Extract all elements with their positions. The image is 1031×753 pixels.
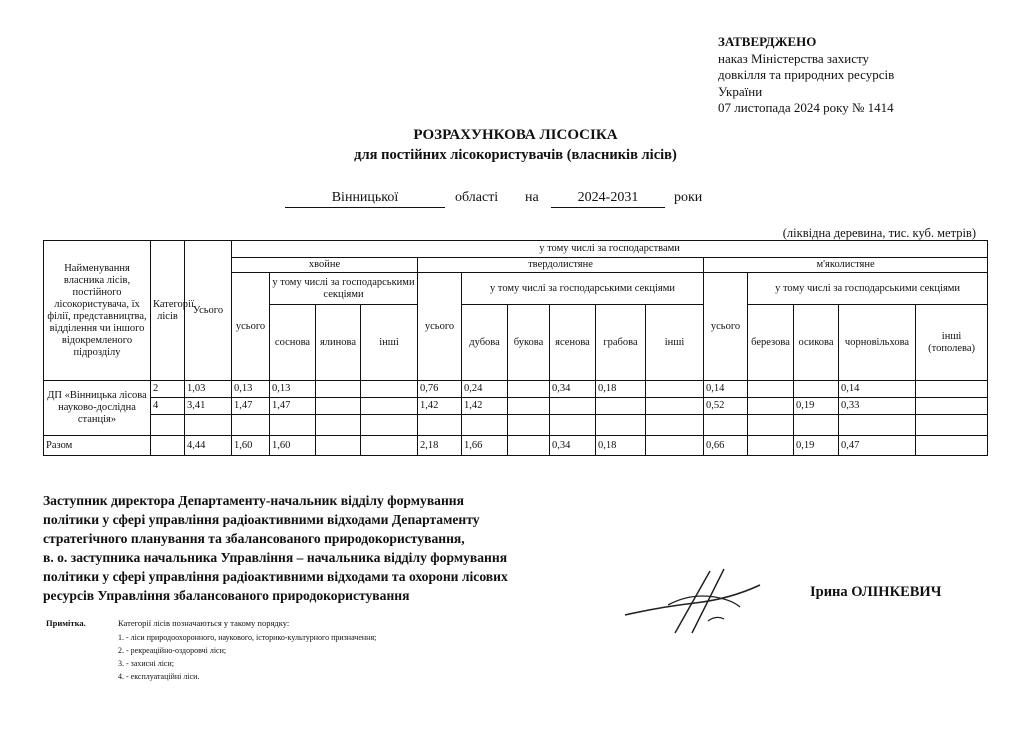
cell-total: 4,44 (185, 436, 232, 456)
header-pine: соснова (270, 305, 316, 381)
oblast-word: області (455, 190, 499, 205)
position-line: політики у сфері управління радіоактивними відходами Департаменту (43, 512, 480, 527)
table-row (44, 398, 988, 415)
header-owner: Найменування власника лісів, постійного лісокористувача, їх філії, представництва, відділення чи іншого відокремленого підрозділу (44, 241, 151, 381)
cell-black-alder: 0,14 (839, 381, 916, 398)
cell-ash (550, 398, 596, 415)
cell-pine: 1,60 (270, 436, 316, 456)
signer-name: Ірина ОЛІНКЕВИЧ (810, 584, 942, 600)
cell-hardwood-other (646, 381, 704, 398)
cell-beech (508, 436, 550, 456)
cell-hornbeam (596, 398, 646, 415)
position-line: стратегічного планування та збалансованого природокористування, (43, 531, 465, 546)
approval-block (718, 34, 894, 117)
header-ash: ясенова (550, 305, 596, 381)
header-hardwood-other: інші (646, 305, 704, 381)
header-hardwood-sections: у тому числі за господарськими секціями (462, 273, 704, 305)
cell-black-alder: 0,47 (839, 436, 916, 456)
document-subtitle: для постійних лісокористувачів (власників лісів) (354, 147, 677, 163)
header-coniferous-sections: у тому числі за господарськими секціями (270, 273, 418, 305)
period-field: 2024-2031 (551, 190, 665, 208)
cell-spruce (316, 436, 361, 456)
approval-line: довкілля та природних ресурсів (718, 67, 895, 82)
cell-oak: 1,42 (462, 398, 508, 415)
cell-oak: 1,66 (462, 436, 508, 456)
cell-hardwood-all: 1,42 (418, 398, 462, 415)
signatory-position (43, 491, 508, 605)
cell-category: 2 (151, 381, 185, 398)
header-hardwood-all: усього (418, 273, 462, 381)
header-black-alder: чорновільхова (839, 305, 916, 381)
note-intro: Категорії лісів позначаються у такому порядку: (118, 618, 290, 628)
cell-coniferous-other (361, 398, 418, 415)
cell-oak: 0,24 (462, 381, 508, 398)
cell-beech (508, 381, 550, 398)
note-list (118, 631, 376, 683)
cell-aspen (794, 381, 839, 398)
cell-softwood-other (916, 381, 988, 398)
header-hardwood: твердолистяне (418, 258, 704, 273)
cell-hardwood-other (646, 436, 704, 456)
cell-softwood-all: 0,52 (704, 398, 748, 415)
cell-total: 1,03 (185, 381, 232, 398)
region-field: Вінницької (285, 190, 445, 208)
approval-stamp: ЗАТВЕРДЖЕНО (718, 34, 817, 49)
header-coniferous-other: інші (361, 305, 418, 381)
cell-spruce (316, 381, 361, 398)
entity-name: ДП «Вінницька лісова науково-дослідна станція» (44, 381, 151, 436)
header-softwood-sections: у тому числі за господарськими секціями (748, 273, 988, 305)
position-line: Заступник директора Департаменту-начальник відділу формування (43, 493, 464, 508)
units-note: (ліквідна деревина, тис. куб. метрів) (782, 226, 976, 240)
cell-aspen: 0,19 (794, 436, 839, 456)
header-hornbeam: грабова (596, 305, 646, 381)
cell-softwood-other (916, 398, 988, 415)
document-title: РОЗРАХУНКОВА ЛІСОСІКА (413, 127, 618, 143)
table-row-empty (44, 415, 988, 436)
header-by-holdings: у тому числі за господарствами (232, 241, 988, 258)
cell-coniferous-all: 1,47 (232, 398, 270, 415)
header-birch: березова (748, 305, 794, 381)
cell-aspen: 0,19 (794, 398, 839, 415)
note-item: 1. - ліси природоохоронного, наукового, історико-культурного призначення; (118, 633, 377, 642)
header-beech: букова (508, 305, 550, 381)
header-total: Усього (185, 241, 232, 381)
table-total-row (44, 436, 988, 456)
header-softwood-all: усього (704, 273, 748, 381)
header-softwood-other: інші (тополева) (916, 305, 988, 381)
header-coniferous-all: усього (232, 273, 270, 381)
cell-coniferous-other (361, 381, 418, 398)
cell-hardwood-all: 2,18 (418, 436, 462, 456)
approval-line: України (718, 83, 763, 99)
handwritten-signature (620, 563, 770, 638)
cell-hardwood-other (646, 398, 704, 415)
note-item: 4. - експлуатаційні ліси. (118, 672, 200, 681)
header-coniferous: хвойне (232, 258, 418, 273)
cell-category (151, 436, 185, 456)
on-word: на (525, 190, 539, 205)
cell-ash: 0,34 (550, 436, 596, 456)
cell-coniferous-all: 0,13 (232, 381, 270, 398)
cell-pine: 0,13 (270, 381, 316, 398)
cell-spruce (316, 398, 361, 415)
position-line: політики у сфері управління радіоактивними відходами та охорони лісових (43, 569, 508, 584)
cell-ash: 0,34 (550, 381, 596, 398)
table-row (44, 381, 988, 398)
note-item: 2. - рекреаційно-оздоровчі ліси; (118, 646, 227, 655)
cell-total: 3,41 (185, 398, 232, 415)
cell-coniferous-other (361, 436, 418, 456)
cell-black-alder: 0,33 (839, 398, 916, 415)
cell-coniferous-all: 1,60 (232, 436, 270, 456)
header-aspen: осикова (794, 305, 839, 381)
note-label: Примітка. (46, 618, 86, 628)
cell-birch (748, 398, 794, 415)
position-line: в. о. заступника начальника Управління – начальника відділу формування (43, 550, 508, 565)
note-item: 3. - захисні ліси; (118, 659, 174, 668)
position-line: ресурсів Управління збалансованого природокористування (43, 588, 410, 603)
cell-pine: 1,47 (270, 398, 316, 415)
cell-category: 4 (151, 398, 185, 415)
cell-birch (748, 436, 794, 456)
approval-line: наказ Міністерства захисту (718, 50, 870, 66)
cell-birch (748, 381, 794, 398)
header-category: Категорії лісів (151, 241, 185, 381)
cutting-table (43, 240, 988, 456)
cell-softwood-all: 0,66 (704, 436, 748, 456)
years-word: роки (674, 190, 703, 205)
cell-hornbeam: 0,18 (596, 381, 646, 398)
cell-softwood-all: 0,14 (704, 381, 748, 398)
cell-hardwood-all: 0,76 (418, 381, 462, 398)
total-label: Разом (44, 436, 151, 456)
cell-softwood-other (916, 436, 988, 456)
header-softwood: м'яколистяне (704, 258, 988, 273)
header-spruce: ялинова (316, 305, 361, 381)
header-oak: дубова (462, 305, 508, 381)
cell-beech (508, 398, 550, 415)
approval-line: 07 листопада 2024 року № 1414 (718, 100, 894, 115)
cell-hornbeam: 0,18 (596, 436, 646, 456)
